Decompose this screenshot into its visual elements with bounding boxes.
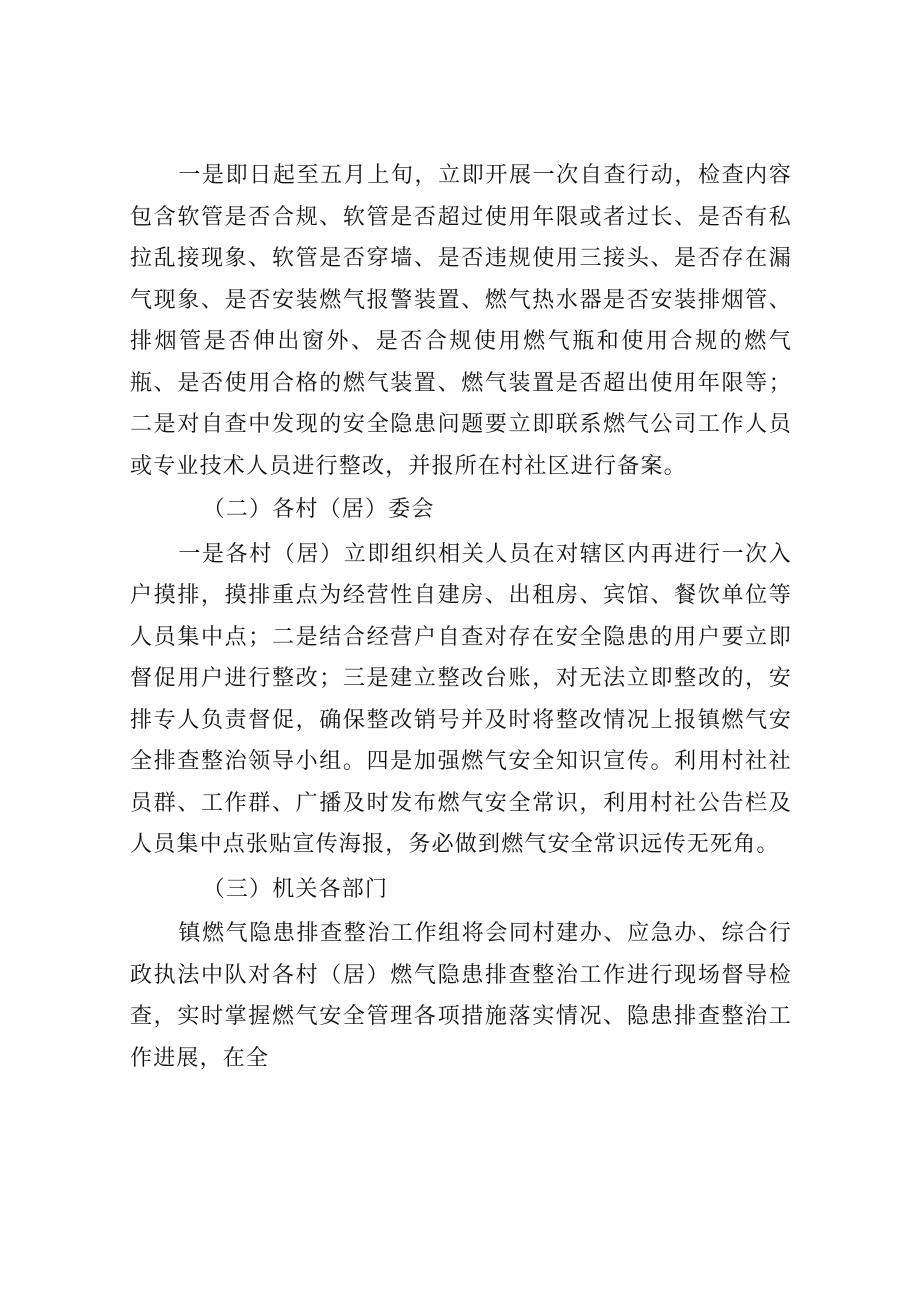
government-departments-paragraph: 镇燃气隐患排查整治工作组将会同村建办、应急办、综合行政执法中队对各村（居）燃气隐患排查整治工作进行现场督导检查，实时掌握燃气安全管理各项措施落实情况、隐患排查整治工作进展，在全 (130, 921, 792, 1071)
section-heading-village-committees: （二）各村（居）委会 (202, 497, 435, 522)
self-inspection-paragraph: 一是即日起至五月上旬，立即开展一次自查行动，检查内容包含软管是否合规、软管是否超过使用年限或者过长、是否有私拉乱接现象、软管是否穿墙、是否违规使用三接头、是否存在漏气现象、是否安装燃气报警装置、燃气热水器是否安装排烟管、排烟管是否伸出窗外、是否合规使用燃气瓶和使用合规的燃气瓶、是否使用合格的燃气装置、燃气装置是否超出使用年限等；二是对自查中发现的安全隐患问题要立即联系燃气公司工作人员或专业技术人员进行整改，并报所在村社区进行备案。 (130, 163, 792, 479)
village-committee-paragraph: 一是各村（居）立即组织相关人员在对辖区内再进行一次入户摸排，摸排重点为经营性自建房、出租房、宾馆、餐饮单位等人员集中点；二是结合经营户自查对存在安全隐患的用户要立即督促用户进行整改；三是建立整改台账，对无法立即整改的，安排专人负责督促，确保整改销号并及时将整改情况上报镇燃气安全排查整治领导小组。四是加强燃气安全知识宣传。利用村社社员群、工作群、广播及时发布燃气安全常识，利用村社公告栏及人员集中点张贴宣传海报，务必做到燃气安全常识远传无死角。 (130, 541, 792, 857)
section-heading-government-departments: （三）机关各部门 (202, 876, 389, 902)
